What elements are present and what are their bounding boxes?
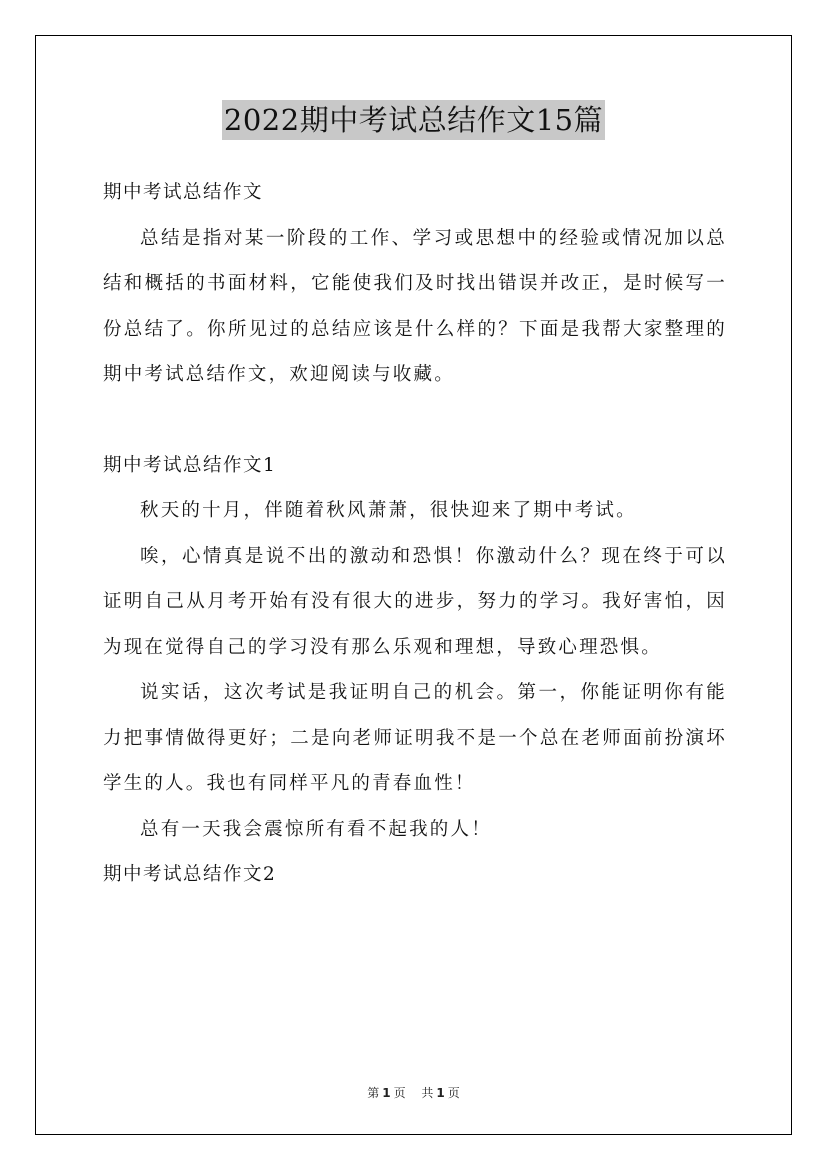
page-indicator xyxy=(364,1086,408,1100)
page-prefix: 第 xyxy=(367,1086,380,1100)
page-number: 1 xyxy=(382,1086,391,1100)
total-pages-indicator xyxy=(418,1086,462,1100)
body-paragraph: 秋天的十月，伴随着秋风萧萧，很快迎来了期中考试。 xyxy=(140,500,637,521)
section-heading: 期中考试总结作文1 xyxy=(103,454,277,476)
document-body xyxy=(103,170,727,898)
body-paragraph: 总有一天我会震惊所有看不起我的人！ xyxy=(140,818,492,840)
page-footer xyxy=(0,1084,827,1101)
title-container xyxy=(0,100,827,140)
body-paragraph: 说实话，这次考试是我证明自己的机会。第一，你能证明你有能力把事情做得更好；二是向老师证明我不是一个总在老师面前扮演坏学生的人。我也有同样平凡的青春血性！ xyxy=(103,682,727,794)
total-suffix: 页 xyxy=(447,1086,460,1100)
page-suffix: 页 xyxy=(393,1086,406,1100)
total-number: 1 xyxy=(436,1086,445,1100)
document-title: 2022期中考试总结作文15篇 xyxy=(222,100,605,140)
paragraph-spacer xyxy=(103,398,727,443)
total-prefix: 共 xyxy=(421,1086,434,1100)
section-heading: 期中考试总结作文 xyxy=(103,182,264,203)
body-paragraph: 总结是指对某一阶段的工作、学习或思想中的经验或情况加以总结和概括的书面材料，它能使我们及时找出错误并改正，是时候写一份总结了。你所见过的总结应该是什么样的？下面是我帮大家整理的期中考试总结作文，欢迎阅读与收藏。 xyxy=(103,227,727,385)
section-heading: 期中考试总结作文2 xyxy=(103,864,277,885)
body-paragraph: 唉，心情真是说不出的激动和恐惧！你激动什么？现在终于可以证明自己从月考开始有没有很大的进步，努力的学习。我好害怕，因为现在觉得自己的学习没有那么乐观和理想，导致心理恐惧。 xyxy=(103,545,727,658)
